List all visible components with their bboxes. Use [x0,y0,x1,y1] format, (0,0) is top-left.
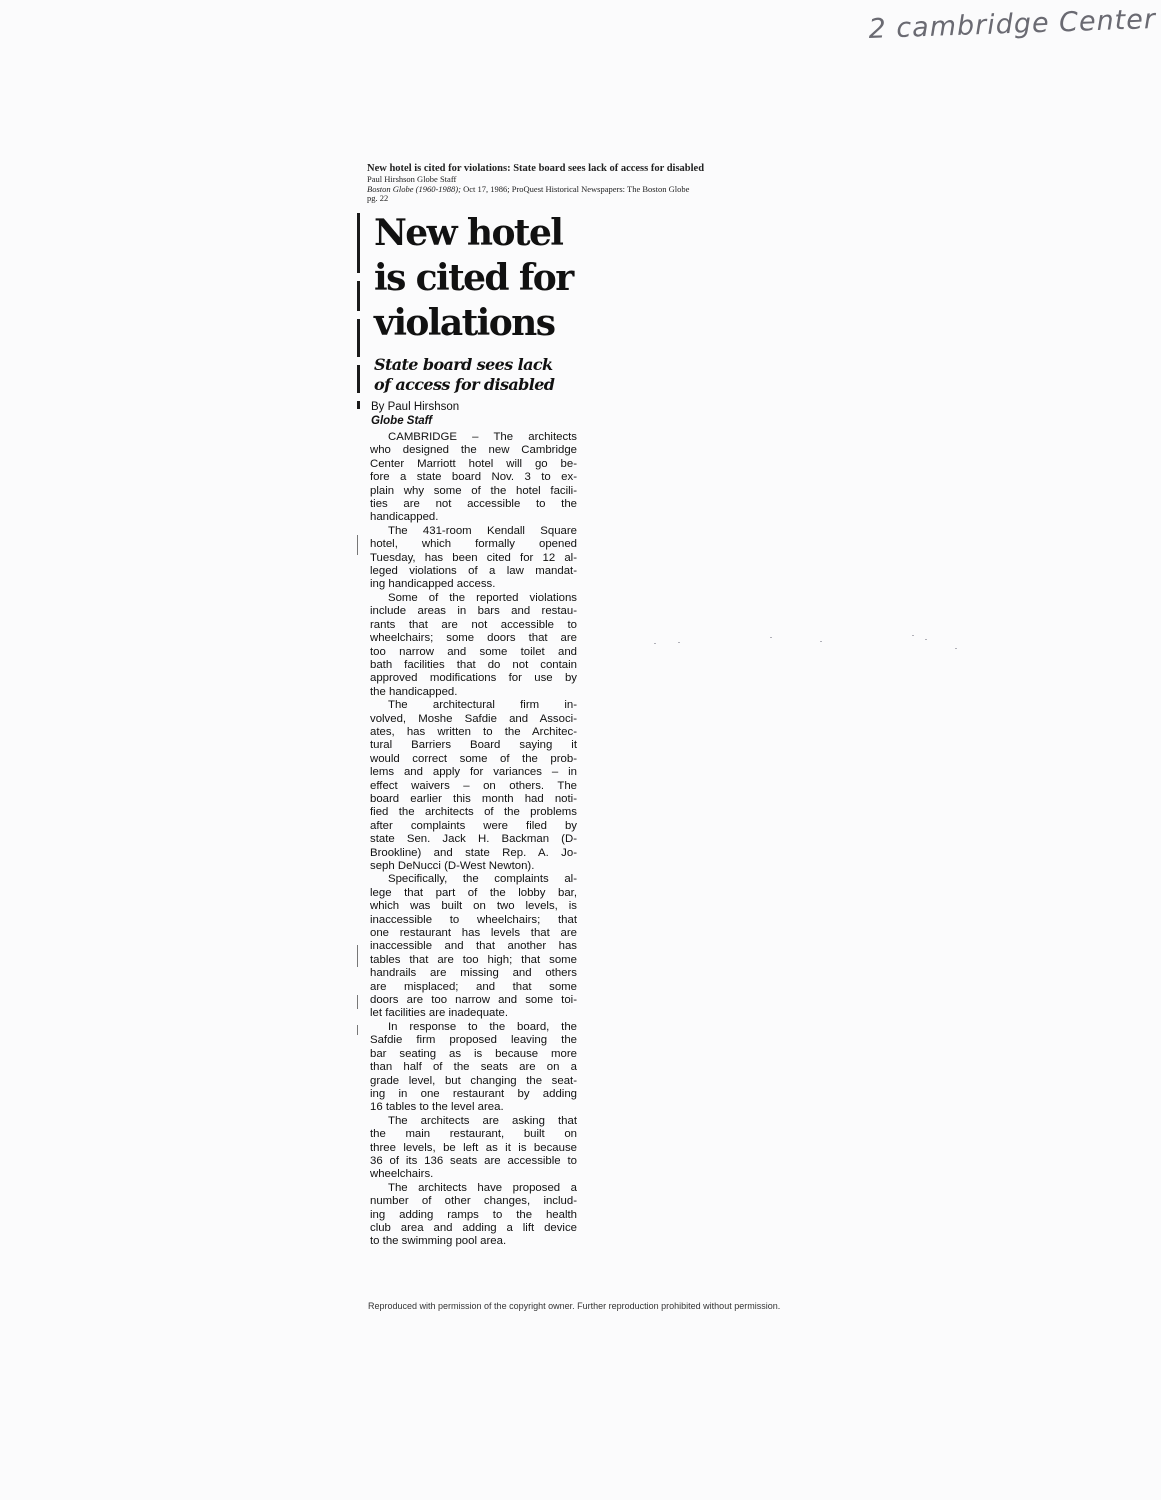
article-line: fore a state board Nov. 3 to ex- [370,471,577,484]
article-line: lems and apply for variances – in [370,766,577,779]
article-line: Specifically, the complaints al- [388,873,577,886]
article-line: Center Marriott hotel will go be- [370,457,577,470]
article-paragraph [370,1182,577,1249]
article-line: too narrow and some toilet and [370,645,577,658]
article-line: CAMBRIDGE – The architects [388,431,577,443]
article-line: hotel, which formally opened [370,538,577,551]
article-line: seph DeNucci (D-West Newton). [370,860,535,872]
article-line: bar seating as is because more [370,1047,577,1060]
article-line: Tuesday, has been cited for 12 al- [370,551,577,564]
article-subhead [374,355,584,395]
article-line: are misplaced; and that some [370,980,577,993]
article-line: to the swimming pool area. [370,1235,507,1248]
article-line: than half of the seats are on a [370,1061,577,1074]
article-line: which was built on two levels, is [370,900,577,913]
article-line: plain why some of the hotel facili- [370,484,577,497]
article-line: fied the architects of the problems [370,806,577,819]
article-line: wheelchairs. [370,1168,434,1181]
article-line: leged violations of a law mandat- [370,565,577,578]
article-line: ing in one restaurant by adding [370,1087,577,1100]
citation-source [367,185,767,195]
article-line: volved, Moshe Safdie and Associ- [370,712,577,725]
article-line: the main restaurant, built on [370,1128,577,1141]
article-line: doors are too narrow and some toi- [370,994,577,1007]
article-line: bath facilities that do not contain [370,658,577,671]
article-paragraph [370,525,577,592]
article-line: ing handicapped access. [370,578,496,591]
citation-byline: Paul Hirshson Globe Staff [367,174,457,184]
article-line: In response to the board, the [388,1020,577,1033]
article-line: effect waivers – on others. The [370,779,577,792]
column-rule-mark [357,1025,358,1035]
article-line: include areas in bars and restau- [370,605,577,618]
article-line: the handicapped. [370,685,458,698]
article-line: inaccessible and that another has [370,940,577,953]
column-rule-mark [357,995,358,1009]
column-rule-mark [357,945,358,967]
article-line: rants that are not accessible to [370,618,577,631]
article-line: grade level, but changing the seat- [370,1074,577,1087]
headline-line: New hotel [374,212,563,254]
headline-line: violations [374,302,555,344]
article-line: The 431-room Kendall Square [388,524,577,537]
article-line: club area and adding a lift device [370,1221,577,1234]
article-line: tables that are too high; that some [370,953,577,966]
article-line: after complaints were filed by [370,819,577,832]
article-line: would correct some of the prob- [370,752,577,765]
article-line: Safdie firm proposed leaving the [370,1034,577,1047]
column-rule-mark [357,535,358,555]
citation-publication: Boston Globe (1960-1988); [367,183,461,194]
handwritten-note: 2 cambridge Center [868,3,1157,45]
article-line: one restaurant has levels that are [370,927,577,940]
column-rule [357,319,360,357]
headline-line: is cited for [374,257,573,299]
article-body [370,431,577,1249]
citation-title: New hotel is cited for violations: State board sees lack of access for disabled [367,163,705,174]
article-line: ing adding ramps to the health [370,1208,577,1221]
column-rule [357,365,360,393]
article-paragraph [370,592,577,699]
article-line: The architects are asking that [388,1114,577,1127]
article-line: ates, has written to the Architec- [370,725,577,738]
citation-page: pg. 22 [367,193,389,203]
article-line: The architectural firm in- [388,699,577,712]
article-line: 36 of its 136 seats are accessible to [370,1154,577,1167]
article-line: board earlier this month had noti- [370,792,577,805]
author-name: By Paul Hirshson [371,401,460,413]
article-paragraph [370,873,577,1020]
subhead-line: State board sees lack [374,355,553,374]
column-rule [357,281,360,311]
article-paragraph [370,1115,577,1182]
column-rule [357,213,360,273]
article-line: Some of the reported violations [388,591,577,604]
article-paragraph [370,1021,577,1115]
article-paragraph [370,431,577,525]
scan-specks [650,633,970,653]
subhead-line: of access for disabled [374,375,555,394]
article-byline [371,401,459,428]
article-line: inaccessible to wheelchairs; that [370,913,577,926]
article-headline [374,211,584,346]
article-line: number of other changes, includ- [370,1195,577,1208]
copyright-footer: Reproduced with permission of the copyright owner. Further reproduction prohibited without permission. [368,1301,781,1311]
article-line: lege that part of the lobby bar, [370,886,577,899]
article-line: handicapped. [370,511,439,524]
article-line: The architects have proposed a [388,1181,577,1194]
citation-header [367,163,767,204]
article-line: who designed the new Cambridge [370,444,577,457]
citation-source-details: Oct 17, 1986; ProQuest Historical Newspapers: The Boston Globe [460,183,690,194]
article-line: let facilities are inadequate. [370,1007,509,1020]
article-line: approved modifications for use by [370,672,577,685]
article-line: ties are not accessible to the [370,498,577,511]
article-line: wheelchairs; some doors that are [370,632,577,645]
article-line: state Sen. Jack H. Backman (D- [370,833,577,846]
column-rule [357,401,360,409]
article-line: 16 tables to the level area. [370,1101,504,1114]
article-line: Brookline) and state Rep. A. Jo- [370,846,577,859]
article-line: three levels, be left as it is because [370,1141,577,1154]
article-line: handrails are missing and others [370,967,577,980]
newspaper-clipping [357,205,579,1290]
article-line: tural Barriers Board saying it [370,739,577,752]
author-affiliation: Globe Staff [371,414,433,427]
article-paragraph [370,699,577,873]
